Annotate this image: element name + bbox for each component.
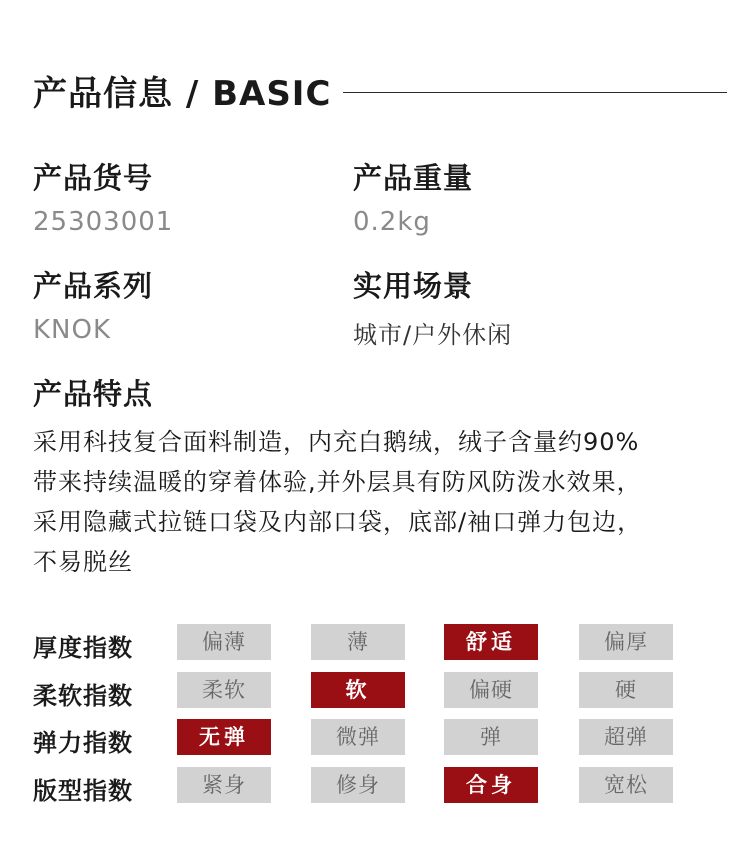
- softness-option-supple[interactable]: 柔软: [177, 672, 271, 708]
- thickness-option-comfortable[interactable]: 舒适: [444, 624, 538, 660]
- fit-option-tight[interactable]: 紧身: [177, 767, 271, 803]
- elasticity-option-none[interactable]: 无弹: [177, 719, 271, 755]
- series-value: KNOK: [33, 315, 112, 345]
- series-label: 产品系列: [33, 269, 154, 303]
- scene-label: 实用场景: [353, 269, 474, 303]
- softness-index-row: [33, 672, 733, 712]
- title-divider: [343, 92, 727, 93]
- sku-value: 25303001: [33, 207, 174, 237]
- fit-option-loose[interactable]: 宽松: [579, 767, 673, 803]
- scene-value: 城市/户外休闲: [353, 321, 513, 349]
- elasticity-index-label: 弹力指数: [33, 729, 133, 757]
- elasticity-option-slight[interactable]: 微弹: [311, 719, 405, 755]
- sku-field: [33, 156, 173, 237]
- thickness-option-light[interactable]: 薄: [311, 624, 405, 660]
- thickness-index-label: 厚度指数: [33, 634, 133, 662]
- weight-value: 0.2kg: [353, 207, 431, 237]
- sku-label: 产品货号: [33, 161, 154, 195]
- section-title: 产品信息 / BASIC: [33, 73, 332, 114]
- elasticity-index-row: [33, 719, 733, 759]
- thickness-index-row: [33, 624, 733, 664]
- softness-option-firm[interactable]: 偏硬: [444, 672, 538, 708]
- softness-option-soft[interactable]: 软: [311, 672, 405, 708]
- elasticity-option-elastic[interactable]: 弹: [444, 719, 538, 755]
- fit-index-row: [33, 767, 733, 807]
- description-line: 带来持续温暖的穿着体验,并外层具有防风防泼水效果，: [33, 468, 642, 496]
- section-header: [33, 66, 727, 114]
- thickness-option-thick[interactable]: 偏厚: [579, 624, 673, 660]
- features-description: [33, 422, 723, 582]
- elasticity-option-super[interactable]: 超弹: [579, 719, 673, 755]
- fit-index-label: 版型指数: [33, 777, 133, 805]
- softness-option-hard[interactable]: 硬: [579, 672, 673, 708]
- description-line: 采用隐藏式拉链口袋及内部口袋，底部/袖口弹力包边，: [33, 508, 643, 536]
- features-label: 产品特点: [33, 377, 154, 411]
- softness-index-label: 柔软指数: [33, 682, 133, 710]
- fit-option-regular[interactable]: 合身: [444, 767, 538, 803]
- weight-label: 产品重量: [353, 161, 474, 195]
- thickness-option-thin[interactable]: 偏薄: [177, 624, 271, 660]
- series-field: [33, 264, 153, 345]
- fit-option-slim[interactable]: 修身: [311, 767, 405, 803]
- weight-field: [353, 156, 473, 237]
- scene-field: [353, 264, 512, 350]
- description-line: 不易脱丝: [33, 548, 133, 576]
- description-line: 采用科技复合面料制造，内充白鹅绒，绒子含量约90%: [33, 428, 640, 456]
